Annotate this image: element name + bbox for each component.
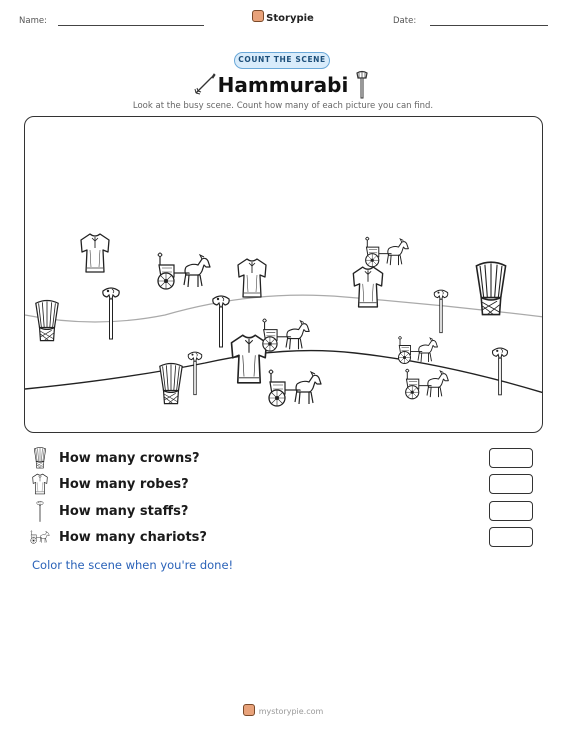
staff-icon xyxy=(30,500,50,522)
name-label: Name: xyxy=(19,16,47,26)
question-chariots xyxy=(30,526,540,548)
color-instruction: Color the scene when you're done! xyxy=(32,558,234,572)
date-line[interactable] xyxy=(430,25,548,26)
date-label: Date: xyxy=(393,16,417,26)
question-crowns xyxy=(30,447,540,469)
chariot-icon xyxy=(30,526,50,548)
storypie-logo-icon xyxy=(243,704,255,716)
scene-robe xyxy=(81,234,109,272)
robe-icon xyxy=(30,473,50,495)
question-text: How many chariots? xyxy=(59,530,207,545)
footer xyxy=(0,704,566,716)
scene-staff xyxy=(103,288,119,339)
crown-icon xyxy=(30,447,50,469)
scene-crown xyxy=(160,363,182,403)
instructions: Look at the busy scene. Count how many of each picture you can find. xyxy=(132,101,434,111)
scene-staff xyxy=(493,348,508,395)
scene-crown xyxy=(476,262,505,314)
activity-badge: COUNT THE SCENE xyxy=(234,52,330,69)
scene-crown xyxy=(36,300,58,340)
page-title: Hammurabi xyxy=(217,73,349,97)
scene-staff xyxy=(434,290,448,333)
scene-illustration xyxy=(25,117,543,433)
brand-logo: Storypie xyxy=(0,10,566,24)
footer-url[interactable]: mystorypie.com xyxy=(258,707,324,716)
busy-scene[interactable] xyxy=(24,116,543,433)
question-text: How many robes? xyxy=(59,477,189,492)
crowns-answer-box[interactable] xyxy=(489,448,533,468)
storypie-logo-icon xyxy=(252,10,264,22)
scene-chariot xyxy=(406,369,449,399)
scene-chariot xyxy=(263,319,309,351)
question-robes xyxy=(30,473,540,495)
scene-staff xyxy=(213,296,229,347)
scene-chariot xyxy=(366,237,409,267)
scene-robe xyxy=(238,259,266,297)
question-text: How many staffs? xyxy=(59,504,189,519)
scene-chariot xyxy=(158,253,210,289)
question-text: How many crowns? xyxy=(59,451,200,466)
scene-chariot xyxy=(399,337,438,364)
robes-answer-box[interactable] xyxy=(489,474,533,494)
name-line[interactable] xyxy=(58,25,204,26)
scene-robe xyxy=(232,335,267,383)
chariots-answer-box[interactable] xyxy=(489,527,533,547)
mace-icon xyxy=(354,70,370,100)
scene-chariot xyxy=(269,370,321,406)
staffs-answer-box[interactable] xyxy=(489,501,533,521)
question-staffs xyxy=(30,500,540,522)
scene-staff xyxy=(188,352,202,395)
scene-robe xyxy=(353,267,382,307)
